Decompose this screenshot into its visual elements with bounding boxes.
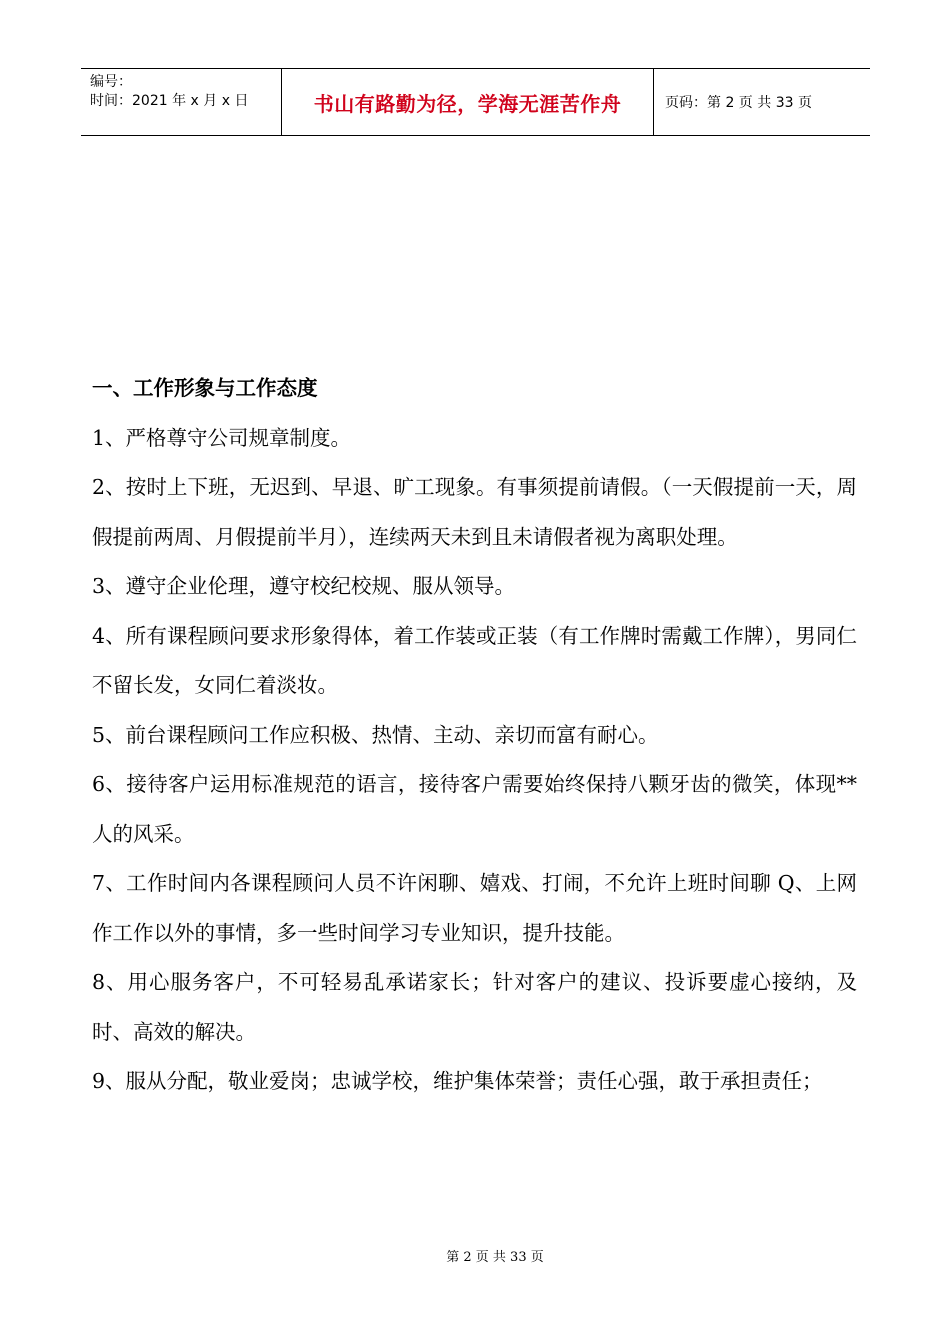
header-page-info: 页码：第 2 页 共 33 页 bbox=[665, 95, 812, 111]
page-footer bbox=[0, 1246, 950, 1265]
list-item: 6、接待客户运用标准规范的语言，接待客户需要始终保持八颗牙齿的微笑，体现**人的风采。 bbox=[92, 772, 857, 846]
list-item: 3、遵守企业伦理，遵守校纪校规、服从领导。 bbox=[92, 574, 516, 598]
list-item: 8、用心服务客户，不可轻易乱承诺家长；针对客户的建议、投诉要虚心接纳，及时、高效的解决。 bbox=[92, 970, 857, 1044]
list-item: 5、前台课程顾问工作应积极、热情、主动、亲切而富有耐心。 bbox=[92, 722, 659, 747]
header-motto-cell bbox=[282, 69, 654, 135]
list-item: 4、所有课程顾问要求形象得体，着工作装或正装（有工作牌时需戴工作牌），男同仁不留长发，女同仁着淡妆。 bbox=[92, 623, 857, 697]
header-page-cell bbox=[654, 69, 870, 135]
header-meta-cell bbox=[81, 69, 282, 135]
list-item: 7、工作时间内各课程顾问人员不许闲聊、嬉戏、打闹，不允许上班时间聊 Q、上网作工作以外的事情，多一些时间学习专业知识，提升技能。 bbox=[92, 871, 857, 945]
list-item: 1、严格尊守公司规章制度。 bbox=[92, 425, 352, 450]
list-item: 2、按时上下班，无迟到、早退、旷工现象。有事须提前请假。（一天假提前一天，周假提前两周、月假提前半月），连续两天未到且未请假者视为离职处理。 bbox=[92, 475, 857, 549]
document-number-label: 编号： bbox=[90, 74, 132, 90]
header-motto: 书山有路勤为径，学海无涯苦作舟 bbox=[313, 91, 622, 116]
document-date: 时间：2021 年 x 月 x 日 bbox=[90, 93, 249, 109]
section-heading: 一、工作形象与工作态度 bbox=[92, 376, 318, 400]
footer-page-number: 第 2 页 共 33 页 bbox=[446, 1250, 544, 1265]
document-header bbox=[81, 68, 870, 136]
document-body bbox=[92, 364, 857, 1107]
list-item: 9、服从分配，敬业爱岗；忠诚学校，维护集体荣誉；责任心强，敢于承担责任； bbox=[92, 1069, 823, 1093]
